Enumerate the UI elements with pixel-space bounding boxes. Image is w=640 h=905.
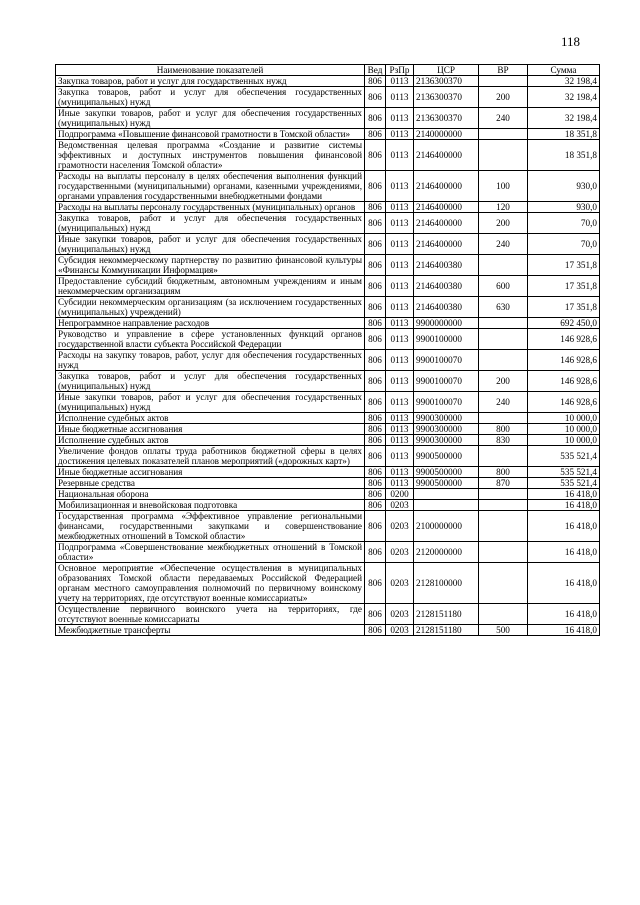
row-csr: 2146400380	[414, 255, 479, 276]
row-ved: 806	[365, 604, 386, 625]
row-ved: 806	[365, 171, 386, 202]
row-csr	[414, 489, 479, 500]
row-csr: 9900500000	[414, 478, 479, 489]
table-row	[56, 255, 600, 276]
row-ved: 806	[365, 489, 386, 500]
row-sum: 930,0	[528, 202, 600, 213]
row-csr: 2140000000	[414, 129, 479, 140]
row-rzpr: 0113	[386, 446, 414, 467]
table-row	[56, 489, 600, 500]
row-csr: 2136300370	[414, 87, 479, 108]
row-name: Ведомственная целевая программа «Создание и развитие системы эффективных и доступных инструментов повышения финансовой грамотности населения Томской области»	[56, 140, 365, 171]
row-sum: 16 418,0	[528, 563, 600, 604]
table-row	[56, 542, 600, 563]
row-vr: 120	[479, 202, 528, 213]
row-name: Субсидии некоммерческим организациям (за исключением государственных (муниципальных) учреждений)	[56, 297, 365, 318]
row-ved: 806	[365, 87, 386, 108]
row-ved: 806	[365, 392, 386, 413]
row-ved: 806	[365, 500, 386, 511]
row-csr: 2128100000	[414, 563, 479, 604]
row-rzpr: 0113	[386, 350, 414, 371]
table-row	[56, 563, 600, 604]
row-ved: 806	[365, 467, 386, 478]
row-vr: 240	[479, 392, 528, 413]
row-ved: 806	[365, 371, 386, 392]
row-ved: 806	[365, 329, 386, 350]
row-ved: 806	[365, 625, 386, 636]
row-ved: 806	[365, 350, 386, 371]
row-name: Руководство и управление в сфере установленных функций органов государственной власти субъекта Российской Федерации	[56, 329, 365, 350]
row-name: Основное мероприятие «Обеспечение осуществления в муниципальных образованиях Томской области передаваемых Российской Федерацией органам местного самоуправления полномочий по первичному воинскому учету на территориях, где отсутствуют военные комиссариаты»	[56, 563, 365, 604]
row-vr	[479, 563, 528, 604]
row-vr: 200	[479, 213, 528, 234]
row-name: Подпрограмма «Совершенствование межбюджетных отношений в Томской области»	[56, 542, 365, 563]
table-header-row	[56, 65, 600, 76]
row-sum: 10 000,0	[528, 424, 600, 435]
row-csr: 9900300000	[414, 424, 479, 435]
budget-table	[55, 64, 600, 636]
row-csr: 2128151180	[414, 604, 479, 625]
row-ved: 806	[365, 435, 386, 446]
table-row	[56, 446, 600, 467]
row-ved: 806	[365, 413, 386, 424]
row-vr	[479, 500, 528, 511]
row-csr: 2146400000	[414, 140, 479, 171]
table-row	[56, 297, 600, 318]
row-csr: 9900500000	[414, 467, 479, 478]
table-row	[56, 604, 600, 625]
table-row	[56, 318, 600, 329]
row-vr: 240	[479, 108, 528, 129]
row-sum: 535 521,4	[528, 467, 600, 478]
row-rzpr: 0203	[386, 542, 414, 563]
row-rzpr: 0200	[386, 489, 414, 500]
table-row	[56, 329, 600, 350]
row-rzpr: 0113	[386, 171, 414, 202]
row-sum: 17 351,8	[528, 255, 600, 276]
row-rzpr: 0113	[386, 129, 414, 140]
row-ved: 806	[365, 478, 386, 489]
row-ved: 806	[365, 297, 386, 318]
row-rzpr: 0113	[386, 108, 414, 129]
row-vr	[479, 76, 528, 87]
row-rzpr: 0113	[386, 213, 414, 234]
table-row	[56, 500, 600, 511]
row-csr: 2136300370	[414, 76, 479, 87]
row-name: Закупка товаров, работ и услуг для государственных нужд	[56, 76, 365, 87]
row-vr	[479, 329, 528, 350]
row-ved: 806	[365, 276, 386, 297]
row-name: Подпрограмма «Повышение финансовой грамотности в Томской области»	[56, 129, 365, 140]
table-row	[56, 350, 600, 371]
row-vr: 630	[479, 297, 528, 318]
row-name: Расходы на выплаты персоналу в целях обеспечения выполнения функций государственными (муниципальными) органами, казенными учреждениями, органами управления государственными внебюджетными фондами	[56, 171, 365, 202]
row-vr: 600	[479, 276, 528, 297]
row-rzpr: 0113	[386, 234, 414, 255]
row-ved: 806	[365, 202, 386, 213]
row-name: Осуществление первичного воинского учета на территориях, где отсутствуют военные комиссариаты	[56, 604, 365, 625]
header-vr: ВР	[479, 65, 528, 76]
row-rzpr: 0203	[386, 511, 414, 542]
row-rzpr: 0113	[386, 413, 414, 424]
row-rzpr: 0113	[386, 371, 414, 392]
row-ved: 806	[365, 213, 386, 234]
row-csr: 2146400000	[414, 213, 479, 234]
row-ved: 806	[365, 108, 386, 129]
row-name: Резервные средства	[56, 478, 365, 489]
row-csr: 2100000000	[414, 511, 479, 542]
row-rzpr: 0203	[386, 604, 414, 625]
row-sum: 70,0	[528, 213, 600, 234]
table-row	[56, 108, 600, 129]
row-rzpr: 0113	[386, 140, 414, 171]
table-row	[56, 478, 600, 489]
row-name: Непрограммное направление расходов	[56, 318, 365, 329]
table-row	[56, 371, 600, 392]
row-name: Исполнение судебных актов	[56, 413, 365, 424]
table-row	[56, 625, 600, 636]
row-ved: 806	[365, 424, 386, 435]
row-sum: 16 418,0	[528, 511, 600, 542]
row-sum: 10 000,0	[528, 413, 600, 424]
row-sum: 17 351,8	[528, 297, 600, 318]
row-sum: 16 418,0	[528, 542, 600, 563]
row-sum: 535 521,4	[528, 446, 600, 467]
row-rzpr: 0113	[386, 255, 414, 276]
row-ved: 806	[365, 563, 386, 604]
row-ved: 806	[365, 542, 386, 563]
row-vr	[479, 318, 528, 329]
row-ved: 806	[365, 255, 386, 276]
table-row	[56, 413, 600, 424]
row-vr: 830	[479, 435, 528, 446]
header-ved: Вед	[365, 65, 386, 76]
row-csr	[414, 500, 479, 511]
row-sum: 16 418,0	[528, 500, 600, 511]
row-sum: 18 351,8	[528, 140, 600, 171]
row-vr: 870	[479, 478, 528, 489]
row-rzpr: 0113	[386, 87, 414, 108]
table-row	[56, 140, 600, 171]
row-sum: 146 928,6	[528, 392, 600, 413]
row-vr	[479, 413, 528, 424]
row-rzpr: 0113	[386, 276, 414, 297]
row-csr: 9900100070	[414, 371, 479, 392]
row-sum: 16 418,0	[528, 625, 600, 636]
table-row	[56, 202, 600, 213]
row-sum: 70,0	[528, 234, 600, 255]
row-name: Иные закупки товаров, работ и услуг для обеспечения государственных (муниципальных) нужд	[56, 392, 365, 413]
row-csr: 9900100000	[414, 329, 479, 350]
row-ved: 806	[365, 511, 386, 542]
row-csr: 2146400380	[414, 297, 479, 318]
row-vr	[479, 542, 528, 563]
row-sum: 16 418,0	[528, 489, 600, 500]
row-sum: 32 198,4	[528, 87, 600, 108]
row-name: Расходы на выплаты персоналу государственных (муниципальных) органов	[56, 202, 365, 213]
row-name: Межбюджетные трансферты	[56, 625, 365, 636]
row-rzpr: 0113	[386, 297, 414, 318]
table-row	[56, 467, 600, 478]
row-csr: 2136300370	[414, 108, 479, 129]
row-ved: 806	[365, 318, 386, 329]
row-rzpr: 0113	[386, 435, 414, 446]
row-sum: 17 351,8	[528, 276, 600, 297]
table-row	[56, 276, 600, 297]
row-csr: 9900100070	[414, 350, 479, 371]
row-sum: 535 521,4	[528, 478, 600, 489]
row-name: Иные закупки товаров, работ и услуг для обеспечения государственных (муниципальных) нужд	[56, 234, 365, 255]
row-vr	[479, 255, 528, 276]
row-csr: 2146400380	[414, 276, 479, 297]
row-rzpr: 0203	[386, 625, 414, 636]
page-number: 118	[561, 34, 581, 49]
row-ved: 806	[365, 234, 386, 255]
row-sum: 146 928,6	[528, 371, 600, 392]
row-vr	[479, 489, 528, 500]
header-csr: ЦСР	[414, 65, 479, 76]
row-sum: 692 450,0	[528, 318, 600, 329]
header-name: Наименование показателей	[56, 65, 365, 76]
row-name: Иные закупки товаров, работ и услуг для обеспечения государственных (муниципальных) нужд	[56, 108, 365, 129]
table-row	[56, 76, 600, 87]
row-csr: 2128151180	[414, 625, 479, 636]
row-csr: 9900100070	[414, 392, 479, 413]
table-row	[56, 511, 600, 542]
row-name: Расходы на закупку товаров, работ, услуг для обеспечения государственных нужд	[56, 350, 365, 371]
table-row	[56, 213, 600, 234]
row-csr: 2146400000	[414, 171, 479, 202]
row-rzpr: 0113	[386, 467, 414, 478]
row-rzpr: 0113	[386, 392, 414, 413]
row-vr	[479, 446, 528, 467]
row-name: Субсидия некоммерческому партнерству по развитию финансовой культуры «Финансы Коммуникации Информация»	[56, 255, 365, 276]
row-csr: 9900500000	[414, 446, 479, 467]
row-vr: 240	[479, 234, 528, 255]
row-name: Предоставление субсидий бюджетным, автономным учреждениям и иным некоммерческим организациям	[56, 276, 365, 297]
row-csr: 9900300000	[414, 413, 479, 424]
row-rzpr: 0113	[386, 202, 414, 213]
row-csr: 2146400000	[414, 234, 479, 255]
row-name: Исполнение судебных актов	[56, 435, 365, 446]
table-row	[56, 87, 600, 108]
row-ved: 806	[365, 129, 386, 140]
row-name: Национальная оборона	[56, 489, 365, 500]
row-name: Мобилизационная и вневойсковая подготовка	[56, 500, 365, 511]
row-name: Закупка товаров, работ и услуг для обеспечения государственных (муниципальных) нужд	[56, 87, 365, 108]
table-body	[56, 76, 600, 636]
table-row	[56, 424, 600, 435]
row-vr: 100	[479, 171, 528, 202]
table-row	[56, 234, 600, 255]
row-csr: 9900300000	[414, 435, 479, 446]
table-row	[56, 392, 600, 413]
row-csr: 9900000000	[414, 318, 479, 329]
row-rzpr: 0203	[386, 563, 414, 604]
row-name: Закупка товаров, работ и услуг для обеспечения государственных (муниципальных) нужд	[56, 213, 365, 234]
table-row	[56, 435, 600, 446]
row-vr: 200	[479, 87, 528, 108]
row-sum: 32 198,4	[528, 108, 600, 129]
row-csr: 2120000000	[414, 542, 479, 563]
row-sum: 10 000,0	[528, 435, 600, 446]
row-vr: 800	[479, 467, 528, 478]
row-vr	[479, 511, 528, 542]
row-csr: 2146400000	[414, 202, 479, 213]
row-sum: 146 928,6	[528, 350, 600, 371]
row-rzpr: 0113	[386, 329, 414, 350]
row-vr: 500	[479, 625, 528, 636]
row-vr	[479, 604, 528, 625]
row-sum: 32 198,4	[528, 76, 600, 87]
row-rzpr: 0113	[386, 424, 414, 435]
row-sum: 930,0	[528, 171, 600, 202]
row-name: Увеличение фондов оплаты труда работников бюджетной сферы в целях достижения целевых показателей планов мероприятий («дорожных карт»)	[56, 446, 365, 467]
row-name: Государственная программа «Эффективное управление региональными финансами, государственными закупками и совершенствование межбюджетных отношений в Томской области»	[56, 511, 365, 542]
table-row	[56, 129, 600, 140]
table-row	[56, 171, 600, 202]
row-name: Иные бюджетные ассигнования	[56, 467, 365, 478]
row-sum: 18 351,8	[528, 129, 600, 140]
row-ved: 806	[365, 446, 386, 467]
row-vr	[479, 350, 528, 371]
header-rzpr: РзПр	[386, 65, 414, 76]
row-vr	[479, 129, 528, 140]
row-vr: 200	[479, 371, 528, 392]
row-sum: 16 418,0	[528, 604, 600, 625]
row-rzpr: 0113	[386, 318, 414, 329]
row-name: Иные бюджетные ассигнования	[56, 424, 365, 435]
header-sum: Сумма	[528, 65, 600, 76]
row-rzpr: 0113	[386, 76, 414, 87]
row-sum: 146 928,6	[528, 329, 600, 350]
row-rzpr: 0203	[386, 500, 414, 511]
row-ved: 806	[365, 140, 386, 171]
row-vr	[479, 140, 528, 171]
row-name: Закупка товаров, работ и услуг для обеспечения государственных (муниципальных) нужд	[56, 371, 365, 392]
row-rzpr: 0113	[386, 478, 414, 489]
row-vr: 800	[479, 424, 528, 435]
row-ved: 806	[365, 76, 386, 87]
